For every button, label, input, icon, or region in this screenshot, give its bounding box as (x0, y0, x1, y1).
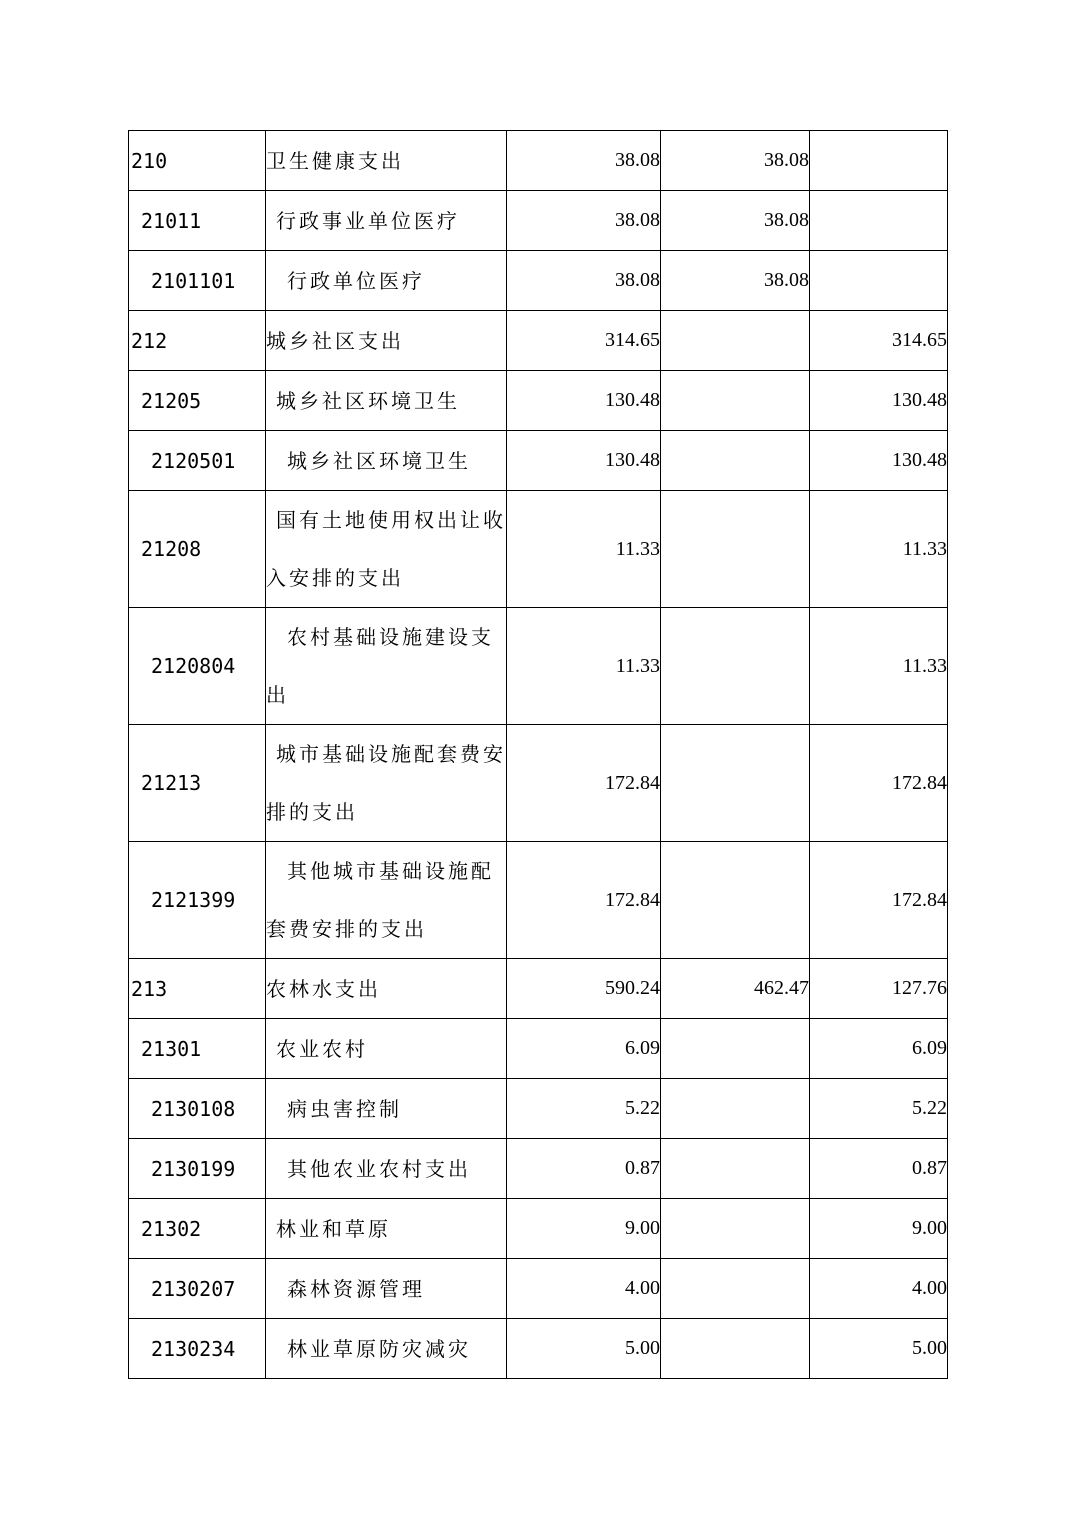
row-name-text: 林业和草原 (276, 1216, 391, 1241)
row-name (266, 608, 507, 725)
row-project (810, 191, 948, 251)
row-name (266, 431, 507, 491)
table-row (129, 1019, 948, 1079)
row-name (266, 1079, 507, 1139)
row-total: 590.24 (507, 959, 661, 1019)
row-name-text: 城乡社区支出 (266, 328, 404, 353)
row-basic (661, 311, 810, 371)
row-project (810, 131, 948, 191)
table-row (129, 1319, 948, 1379)
row-code: 2101101 (129, 251, 266, 311)
row-basic: 38.08 (661, 251, 810, 311)
row-total: 172.84 (507, 842, 661, 959)
row-code: 21011 (129, 191, 266, 251)
row-project: 11.33 (810, 608, 948, 725)
row-project: 0.87 (810, 1139, 948, 1199)
row-name (266, 251, 507, 311)
row-code: 21213 (129, 725, 266, 842)
table-row (129, 491, 948, 608)
row-code: 2121399 (129, 842, 266, 959)
row-total: 5.00 (507, 1319, 661, 1379)
row-name-text: 城乡社区环境卫生 (276, 388, 460, 413)
table-row (129, 959, 948, 1019)
table-row (129, 1139, 948, 1199)
row-project: 130.48 (810, 431, 948, 491)
row-basic: 462.47 (661, 959, 810, 1019)
row-project: 127.76 (810, 959, 948, 1019)
row-total: 0.87 (507, 1139, 661, 1199)
table-row (129, 1199, 948, 1259)
row-name-text: 卫生健康支出 (266, 148, 404, 173)
row-code: 213 (129, 959, 266, 1019)
row-basic (661, 431, 810, 491)
row-name-text: 农村基础设施建设支出 (266, 625, 494, 707)
row-project: 9.00 (810, 1199, 948, 1259)
row-name (266, 1139, 507, 1199)
row-basic (661, 1019, 810, 1079)
row-total: 5.22 (507, 1079, 661, 1139)
row-basic (661, 842, 810, 959)
row-name-text: 城市基础设施配套费安排的支出 (266, 742, 506, 824)
row-name (266, 959, 507, 1019)
row-total: 314.65 (507, 311, 661, 371)
row-name (266, 491, 507, 608)
row-name-text: 国有土地使用权出让收入安排的支出 (266, 508, 506, 590)
row-total: 38.08 (507, 251, 661, 311)
row-name (266, 1199, 507, 1259)
table-row (129, 608, 948, 725)
row-total: 130.48 (507, 431, 661, 491)
row-code: 21208 (129, 491, 266, 608)
row-total: 11.33 (507, 491, 661, 608)
row-basic (661, 725, 810, 842)
row-total: 6.09 (507, 1019, 661, 1079)
row-basic (661, 608, 810, 725)
row-total: 172.84 (507, 725, 661, 842)
row-total: 38.08 (507, 131, 661, 191)
row-name (266, 842, 507, 959)
row-project: 130.48 (810, 371, 948, 431)
row-basic (661, 371, 810, 431)
table-row (129, 131, 948, 191)
row-code: 2120501 (129, 431, 266, 491)
row-project: 5.22 (810, 1079, 948, 1139)
table-row (129, 191, 948, 251)
row-basic (661, 1319, 810, 1379)
row-name (266, 725, 507, 842)
row-total: 11.33 (507, 608, 661, 725)
row-name (266, 1259, 507, 1319)
row-name-text: 城乡社区环境卫生 (287, 448, 471, 473)
row-project: 172.84 (810, 725, 948, 842)
row-name-text: 农林水支出 (266, 976, 381, 1001)
table-row (129, 1259, 948, 1319)
row-code: 2130199 (129, 1139, 266, 1199)
row-name-text: 行政事业单位医疗 (276, 208, 460, 233)
row-name-text: 其他农业农村支出 (287, 1156, 471, 1181)
row-code: 21205 (129, 371, 266, 431)
table-row (129, 431, 948, 491)
row-project: 11.33 (810, 491, 948, 608)
table-row (129, 842, 948, 959)
row-name (266, 131, 507, 191)
row-project: 314.65 (810, 311, 948, 371)
row-total: 9.00 (507, 1199, 661, 1259)
row-name (266, 191, 507, 251)
row-project: 4.00 (810, 1259, 948, 1319)
row-basic (661, 1259, 810, 1319)
row-total: 38.08 (507, 191, 661, 251)
row-code: 2130234 (129, 1319, 266, 1379)
row-name-text: 病虫害控制 (287, 1096, 402, 1121)
row-name (266, 1319, 507, 1379)
table-row (129, 725, 948, 842)
table-row (129, 251, 948, 311)
row-name-text: 农业农村 (276, 1036, 368, 1061)
row-project: 6.09 (810, 1019, 948, 1079)
row-code: 2130207 (129, 1259, 266, 1319)
row-project (810, 251, 948, 311)
row-code: 2130108 (129, 1079, 266, 1139)
row-basic: 38.08 (661, 131, 810, 191)
row-name-text: 森林资源管理 (287, 1276, 425, 1301)
row-code: 21301 (129, 1019, 266, 1079)
row-basic (661, 1079, 810, 1139)
row-name-text: 其他城市基础设施配套费安排的支出 (266, 859, 494, 941)
row-code: 212 (129, 311, 266, 371)
row-code: 21302 (129, 1199, 266, 1259)
table-row (129, 1079, 948, 1139)
row-project: 172.84 (810, 842, 948, 959)
row-project: 5.00 (810, 1319, 948, 1379)
table-row (129, 311, 948, 371)
row-name (266, 371, 507, 431)
row-name (266, 1019, 507, 1079)
row-basic: 38.08 (661, 191, 810, 251)
row-name-text: 林业草原防灾减灾 (287, 1336, 471, 1361)
row-name-text: 行政单位医疗 (287, 268, 425, 293)
expenditure-table (128, 130, 948, 1379)
row-total: 4.00 (507, 1259, 661, 1319)
row-total: 130.48 (507, 371, 661, 431)
row-code: 210 (129, 131, 266, 191)
row-code: 2120804 (129, 608, 266, 725)
row-basic (661, 491, 810, 608)
row-basic (661, 1139, 810, 1199)
table-row (129, 371, 948, 431)
row-basic (661, 1199, 810, 1259)
row-name (266, 311, 507, 371)
